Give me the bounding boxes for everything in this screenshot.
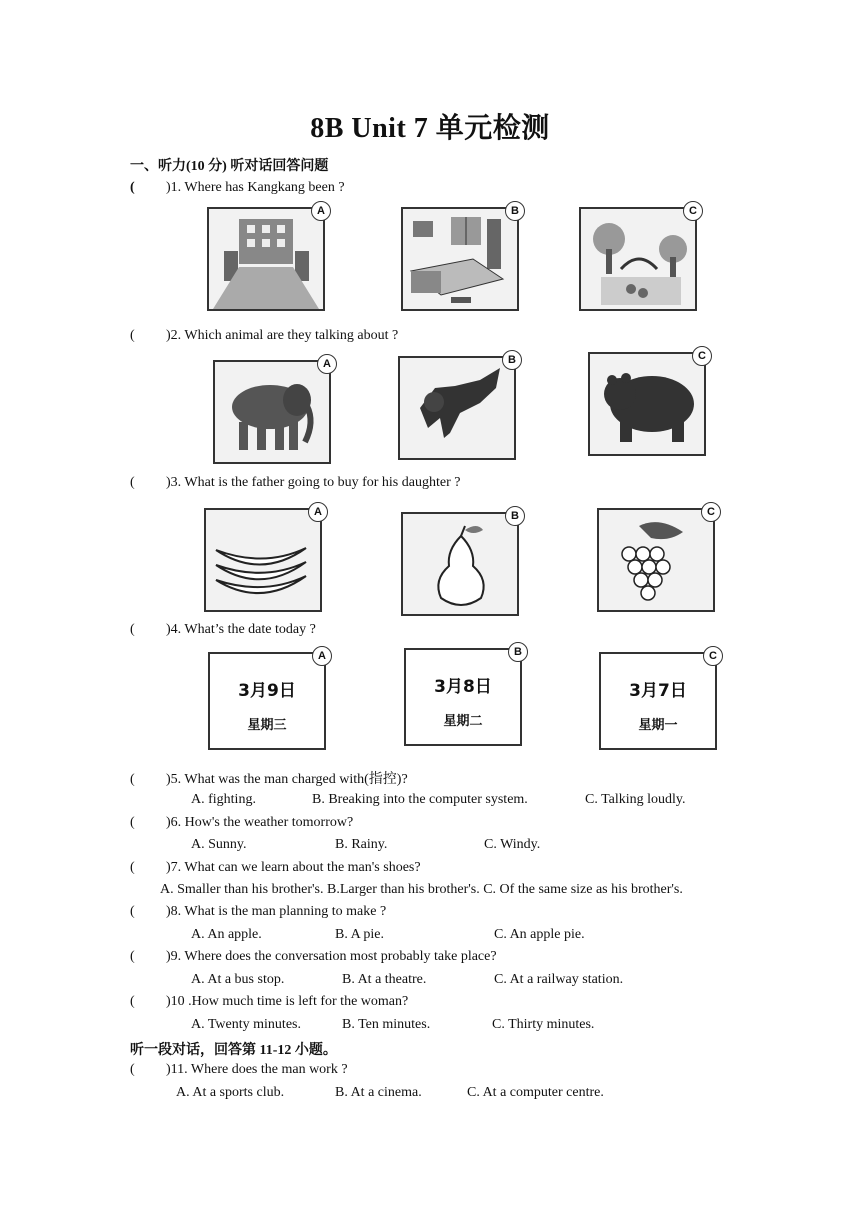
page-title: 8B Unit 7 单元检测	[310, 113, 550, 144]
question-text: )7. What can we learn about the man's shoes?	[166, 860, 421, 875]
option-b[interactable]: B. Rainy.	[335, 837, 388, 852]
picture-school-gate[interactable]	[207, 207, 325, 311]
option-badge: B	[505, 201, 525, 221]
question-text: )2. Which animal are they talking about ?	[166, 328, 399, 343]
option-badge: C	[692, 346, 712, 366]
option-a[interactable]: A. Sunny.	[191, 837, 247, 852]
bedroom-illustration	[403, 209, 517, 309]
question-4	[130, 622, 316, 638]
picture-grapes[interactable]	[597, 508, 715, 612]
bananas-illustration	[206, 510, 320, 610]
option-badge: B	[505, 506, 525, 526]
question-6	[130, 815, 353, 831]
option-b[interactable]: B. At a theatre.	[342, 972, 427, 987]
bear-illustration	[590, 354, 704, 454]
option-badge: A	[308, 502, 328, 522]
option-b[interactable]: B. Ten minutes.	[342, 1017, 431, 1032]
answer-paren[interactable]: (	[130, 772, 135, 787]
picture-bananas[interactable]	[204, 508, 322, 612]
question-5	[130, 768, 408, 788]
option-c[interactable]: C. At a railway station.	[494, 972, 624, 987]
answer-paren[interactable]: (	[130, 1062, 135, 1077]
weekday-text: 星期三	[247, 718, 287, 733]
picture-date-card[interactable]	[404, 648, 522, 746]
picture-elephant[interactable]	[213, 360, 331, 464]
option-c[interactable]: C. Talking loudly.	[585, 792, 686, 807]
option-c[interactable]: C. Thirty minutes.	[492, 1017, 595, 1032]
question-1	[130, 180, 345, 196]
option-b[interactable]: B. A pie.	[335, 927, 385, 942]
question-text: )1. Where has Kangkang been ?	[166, 180, 345, 195]
picture-park[interactable]	[579, 207, 697, 311]
options-line[interactable]: A. Smaller than his brother's. B.Larger than his brother's. C. Of the same size as his brother's.	[160, 882, 683, 897]
question-2	[130, 328, 398, 344]
question-text: )8. What is the man planning to make ?	[166, 904, 387, 919]
wolf-illustration	[400, 358, 514, 458]
option-a[interactable]: A. An apple.	[191, 927, 262, 942]
option-c[interactable]: C. An apple pie.	[494, 927, 585, 942]
date-text: 3月8日	[434, 677, 492, 697]
picture-wolf[interactable]	[398, 356, 516, 460]
question-9	[130, 949, 497, 965]
option-a[interactable]: A. At a bus stop.	[191, 972, 285, 987]
answer-paren[interactable]: (	[130, 622, 135, 637]
answer-paren[interactable]: (	[130, 904, 135, 919]
option-c[interactable]: C. Windy.	[484, 837, 541, 852]
park-illustration	[581, 209, 695, 309]
option-badge: C	[701, 502, 721, 522]
option-b[interactable]: B. At a cinema.	[335, 1085, 422, 1100]
answer-paren[interactable]: (	[130, 994, 135, 1009]
question-8	[130, 904, 386, 920]
question-text: )10 .How much time is left for the woman?	[166, 994, 409, 1009]
question-text: )6. How's the weather tomorrow?	[166, 815, 354, 830]
weekday-text: 星期一	[638, 718, 678, 733]
question-7	[130, 860, 421, 876]
school-gate-illustration	[209, 209, 323, 309]
elephant-illustration	[215, 362, 325, 462]
picture-bedroom[interactable]	[401, 207, 519, 311]
option-a[interactable]: A. fighting.	[191, 792, 256, 807]
question-10	[130, 994, 408, 1010]
option-badge: A	[317, 354, 337, 374]
option-b[interactable]: B. Breaking into the computer system.	[312, 792, 528, 807]
option-a[interactable]: A. At a sports club.	[176, 1085, 285, 1100]
question-text: )11. Where does the man work ?	[166, 1062, 348, 1077]
date-text: 3月9日	[238, 681, 296, 701]
section-heading-listening: 一、听力(10 分) 听对话回答问题	[130, 159, 329, 174]
grapes-illustration	[599, 510, 713, 610]
pear-illustration	[403, 514, 517, 614]
option-badge: A	[312, 646, 332, 666]
section-heading-dialogue: 听一段对话，回答第 11-12 小题。	[130, 1043, 337, 1058]
option-a[interactable]: A. Twenty minutes.	[191, 1017, 301, 1032]
question-11	[130, 1062, 348, 1078]
question-text: )4. What’s the date today ?	[166, 622, 316, 637]
option-badge: C	[703, 646, 723, 666]
answer-paren[interactable]: (	[130, 860, 135, 875]
answer-paren[interactable]: (	[130, 328, 135, 343]
answer-paren[interactable]: (	[130, 949, 135, 964]
option-c[interactable]: C. At a computer centre.	[467, 1085, 604, 1100]
question-3	[130, 475, 460, 491]
option-badge: B	[508, 642, 528, 662]
option-badge: A	[311, 201, 331, 221]
question-text: )3. What is the father going to buy for his daughter ?	[166, 475, 461, 490]
option-badge: C	[683, 201, 703, 221]
picture-date-card[interactable]	[208, 652, 326, 750]
option-badge: B	[502, 350, 522, 370]
question-text: )5. What was the man charged with(指控)?	[166, 772, 408, 787]
answer-paren[interactable]: (	[130, 475, 135, 490]
question-text: )9. Where does the conversation most probably take place?	[166, 949, 497, 964]
weekday-text: 星期二	[443, 714, 483, 729]
picture-date-card[interactable]	[599, 652, 717, 750]
answer-paren[interactable]: (	[130, 815, 135, 830]
date-text: 3月7日	[629, 681, 687, 701]
picture-pear[interactable]	[401, 512, 519, 616]
answer-paren[interactable]: (	[130, 180, 135, 195]
picture-bear[interactable]	[588, 352, 706, 456]
